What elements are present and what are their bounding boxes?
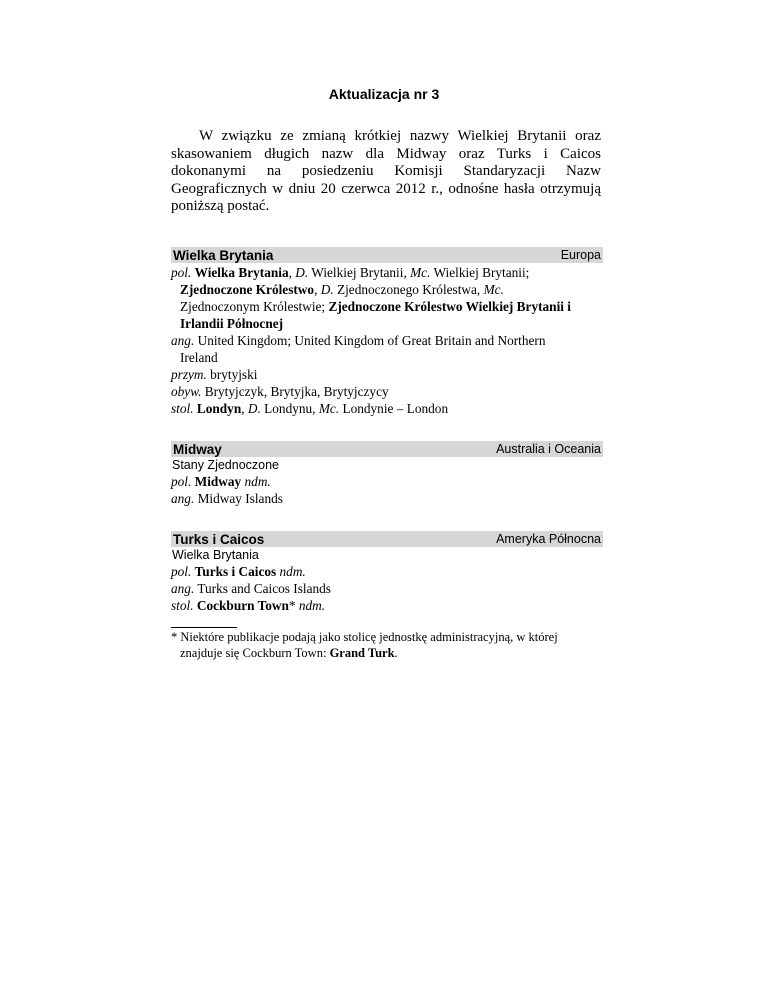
page-title: Aktualizacja nr 3 [328, 86, 440, 102]
przym-line: przym. brytyjski [171, 367, 258, 382]
entry-header [171, 441, 603, 457]
entry-subregion: Stany Zjednoczone [172, 458, 280, 472]
entry-region: Ameryka Północna [496, 532, 601, 546]
entry-name: Wielka Brytania [173, 247, 274, 263]
pol-line: pol. Wielka Brytania, D. Wielkiej Brytanii, Mc. Wielkiej Brytanii; Zjednoczone Królestwo, D. Zjednoczonego Królestwa, Mc. Zjednoczonym Królestwie; Zjednoczone Królestwo Wielkiej Brytanii i Irlandii Północnej [171, 265, 571, 331]
pol-line: pol. Turks i Caicos ndm. [171, 564, 306, 579]
entry-name: Turks i Caicos [173, 531, 265, 547]
pol-line: pol. Midway ndm. [171, 474, 271, 489]
entry-header [171, 531, 603, 547]
obyw-line: obyw. Brytyjczyk, Brytyjka, Brytyjczycy [171, 384, 389, 399]
entry-name: Midway [173, 441, 222, 457]
intro-paragraph: W związku ze zmianą krótkiej nazwy Wielkiej Brytanii oraz skasowaniem długich nazw dla Midway oraz Turks i Caicos dokonanymi na posiedzeniu Komisji Standaryzacji Nazw Geograficznych w dniu 20 czerwca 2012 r., odnośne hasła otrzymują poniższą postać. [171, 128, 601, 215]
entry-midway [171, 441, 603, 507]
footnote-divider [171, 627, 237, 628]
stol-line: stol. Londyn, D. Londynu, Mc. Londynie – London [171, 401, 449, 416]
entry-header [171, 247, 603, 263]
stol-line: stol. Cockburn Town* ndm. [171, 598, 326, 613]
entry-turks-i-caicos [171, 531, 603, 614]
entry-wielka-brytania [171, 247, 603, 417]
ang-line: ang. Turks and Caicos Islands [171, 581, 331, 596]
entry-region: Australia i Oceania [496, 442, 601, 456]
ang-line: ang. United Kingdom; United Kingdom of Great Britain and Northern Ireland [171, 333, 546, 365]
ang-line: ang. Midway Islands [171, 491, 283, 506]
entry-region: Europa [560, 248, 601, 262]
entry-subregion: Wielka Brytania [172, 548, 259, 562]
footnote: * Niektóre publikacje podają jako stolicę jednostkę administracyjną, w której znajduje się Cockburn Town: Grand Turk. [171, 630, 558, 660]
